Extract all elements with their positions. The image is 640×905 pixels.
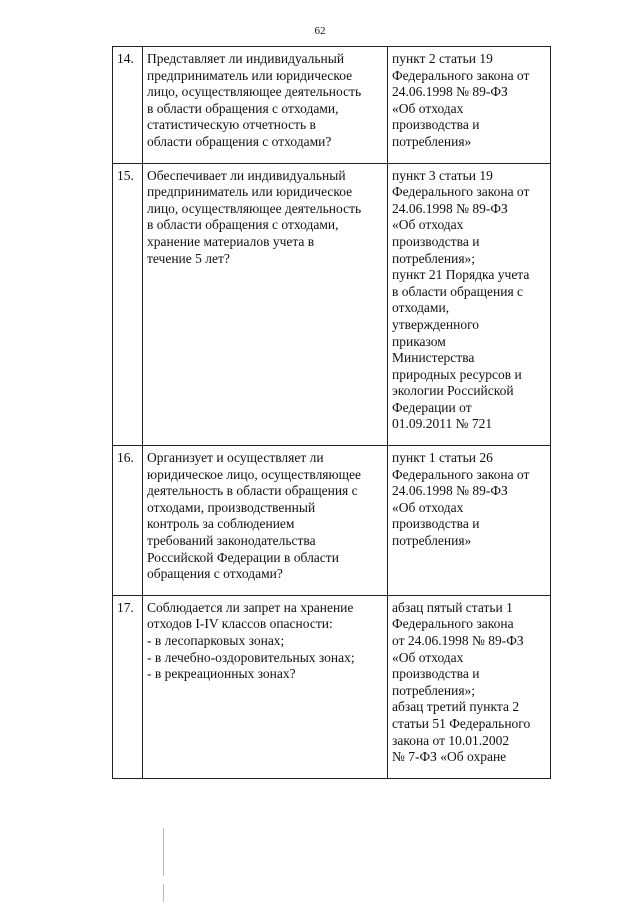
question-line: Соблюдается ли запрет на хранение: [147, 599, 354, 615]
reference-line: производства и: [392, 516, 480, 532]
question-line: отходами, производственный: [147, 499, 316, 515]
reference-line: Федерального закона от: [392, 184, 530, 200]
question-line: в области обращения с отходами,: [147, 217, 339, 233]
question-line: - в лечебно-оздоровительных зонах;: [147, 649, 355, 665]
requirement-question: [143, 163, 388, 446]
question-line: течение 5 лет?: [147, 250, 230, 266]
reference-line: Федерального закона от: [392, 466, 530, 482]
reference-line: производства и: [392, 233, 480, 249]
question-line: предприниматель или юридическое: [147, 67, 353, 83]
question-line: деятельность в области обращения с: [147, 483, 358, 499]
question-line: юридическое лицо, осуществляющее: [147, 466, 361, 482]
row-number: 17.: [113, 595, 143, 778]
reference-line: закона от 10.01.2002: [392, 732, 510, 748]
reference-line: приказом: [392, 333, 446, 349]
row-number: 14.: [113, 47, 143, 164]
reference-line: «Об отходах: [392, 649, 464, 665]
question-line: лицо, осуществляющее деятельность: [147, 84, 362, 100]
reference-line: Федерального закона: [392, 616, 514, 632]
table-row: [113, 47, 551, 164]
reference-line: утвержденного: [392, 316, 480, 332]
question-line: обращения с отходами?: [147, 566, 283, 582]
checklist-body: [113, 47, 551, 779]
reference-line: «Об отходах: [392, 100, 464, 116]
legal-reference: [388, 595, 551, 778]
question-line: статистическую отчетность в: [147, 117, 316, 133]
reference-line: 24.06.1998 № 89-ФЗ: [392, 84, 508, 100]
margin-mark: [163, 884, 164, 902]
question-line: в области обращения с отходами,: [147, 100, 339, 116]
reference-line: 24.06.1998 № 89-ФЗ: [392, 483, 508, 499]
reference-line: потребления»;: [392, 682, 476, 698]
question-line: хранение материалов учета в: [147, 233, 315, 249]
legal-reference: [388, 47, 551, 164]
reference-line: природных ресурсов и: [392, 366, 522, 382]
reference-line: от 24.06.1998 № 89-ФЗ: [392, 633, 524, 648]
reference-line: Министерства: [392, 350, 475, 366]
requirement-question: [143, 47, 388, 164]
question-line: отходов I-IV классов опасности:: [147, 616, 333, 632]
question-line: лицо, осуществляющее деятельность: [147, 200, 362, 216]
question-line: - в лесопарковых зонах;: [147, 633, 285, 648]
reference-line: отходами,: [392, 300, 450, 316]
question-line: - в рекреационных зонах?: [147, 666, 296, 682]
reference-line: пункт 3 статьи 19: [392, 167, 493, 183]
reference-line: № 7-ФЗ «Об охране: [392, 749, 507, 765]
reference-line: Федерации от: [392, 399, 472, 415]
table-row: [113, 163, 551, 446]
checklist-table: [112, 46, 551, 779]
question-line: области обращения с отходами?: [147, 133, 332, 149]
table-row: [113, 446, 551, 596]
reference-line: производства и: [392, 666, 480, 682]
reference-line: «Об отходах: [392, 499, 464, 515]
reference-line: производства и: [392, 117, 480, 133]
reference-line: потребления»;: [392, 250, 476, 266]
reference-line: пункт 2 статьи 19: [392, 51, 493, 66]
table-row: [113, 595, 551, 778]
question-line: Представляет ли индивидуальный: [147, 51, 345, 66]
reference-line: Федерального закона от: [392, 67, 530, 83]
reference-line: абзац третий пункта 2: [392, 699, 520, 715]
question-line: Организует и осуществляет ли: [147, 450, 324, 466]
row-number: 16.: [113, 446, 143, 596]
page-number: 62: [314, 25, 326, 37]
legal-reference: [388, 163, 551, 446]
reference-line: экологии Российской: [392, 383, 514, 399]
requirement-question: [143, 595, 388, 778]
reference-line: абзац пятый статьи 1: [392, 599, 513, 615]
reference-line: в области обращения с: [392, 283, 524, 299]
reference-line: «Об отходах: [392, 217, 464, 233]
question-line: Обеспечивает ли индивидуальный: [147, 167, 346, 183]
reference-line: 01.09.2011 № 721: [392, 416, 493, 432]
reference-line: потребления»: [392, 533, 472, 549]
question-line: контроль за соблюдением: [147, 516, 295, 532]
question-line: предприниматель или юридическое: [147, 184, 353, 200]
question-line: Российской Федерации в области: [147, 549, 339, 565]
legal-reference: [388, 446, 551, 596]
requirement-question: [143, 446, 388, 596]
question-line: требований законодательства: [147, 533, 316, 549]
reference-line: 24.06.1998 № 89-ФЗ: [392, 200, 508, 216]
reference-line: пункт 21 Порядка учета: [392, 267, 530, 283]
reference-line: статьи 51 Федерального: [392, 715, 531, 731]
margin-mark: [163, 828, 164, 876]
reference-line: потребления»: [392, 133, 472, 149]
reference-line: пункт 1 статьи 26: [392, 450, 493, 466]
row-number: 15.: [113, 163, 143, 446]
